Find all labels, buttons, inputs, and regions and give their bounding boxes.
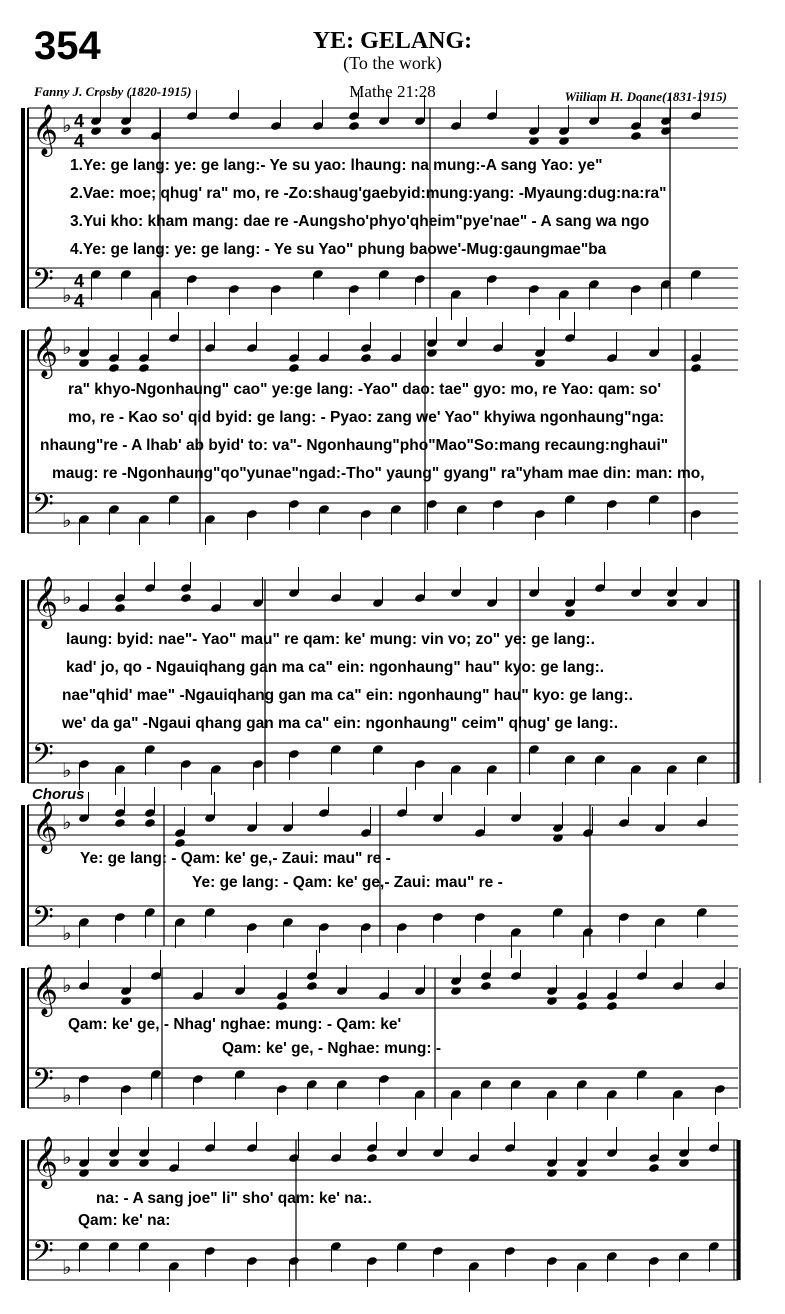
flat-icon: ♭ [62,758,72,782]
notehead [576,1001,588,1011]
time-signature-top: 4 [74,111,85,131]
notehead [78,358,90,368]
lyric-line: Ye: ge lang: - Qam: ke' ge,- Zaui: mau" re - [192,874,503,891]
notehead [276,1001,288,1011]
lyric-line: na: - A sang joe" li" sho' qam: ke' na:. [96,1190,372,1207]
hymn-subtitle: (To the work) [343,53,442,73]
flat-icon: ♭ [62,335,72,359]
lyric-line: 4.Ye: ge lang: ye: ge lang: - Ye su Yao" phung baowe'-Mug:gaungmae"ba [70,241,607,258]
treble-clef-icon: 𝄞 [32,104,59,155]
treble-clef-icon: 𝄞 [32,801,59,852]
notehead [108,363,120,373]
composer-credit: Wiiliam H. Doane(1831-1915) [564,89,727,104]
treble-clef-icon: 𝄞 [32,1136,59,1187]
notehead [348,121,360,131]
flat-icon: ♭ [62,1255,72,1279]
notehead [78,1168,90,1178]
scripture-reference: Mathe 21:28 [349,82,436,101]
notehead [120,126,132,136]
notehead [360,353,372,363]
notehead [174,838,186,848]
notehead [480,981,492,991]
notehead [180,593,192,603]
notehead [288,363,300,373]
notehead [690,363,702,373]
notehead [138,1158,150,1168]
time-signature-bottom: 4 [74,131,85,151]
notehead [552,833,564,843]
flat-icon: ♭ [62,973,72,997]
lyric-line: Ye: ge lang: - Qam: ke' ge,- Zaui: mau" re - [80,850,391,867]
notehead [114,818,126,828]
notehead [666,598,678,608]
flat-icon: ♭ [62,810,72,834]
lyric-line: kad' jo, qo - Ngauiqhang gan ma ca" ein: ngonhaung" hau" kyo: ge lang:. [66,659,605,676]
time-signature-bottom: 4 [74,291,85,311]
lyric-line: Qam: ke' ge, - Nghae: mung: - [222,1040,441,1057]
treble-clef-icon: 𝄞 [32,326,59,377]
notehead [426,348,438,358]
chorus-label: Chorus [32,786,85,803]
hymn-number: 354 [34,24,101,68]
treble-clef-icon: 𝄞 [32,576,59,627]
lyric-line: 1.Ye: ge lang: ye: ge lang:- Ye su yao: lhaung: na mung:-A sang Yao: ye" [70,157,603,174]
lyric-line: ra" khyo-Ngonhaung" cao" ye:ge lang: -Yao" dao: tae" gyo: mo, re Yao: qam: so' [68,381,662,398]
notehead [576,1168,588,1178]
notehead [564,608,576,618]
notehead [120,996,132,1006]
author-credit: Fanny J. Crosby (1820-1915) [34,84,192,99]
notehead [528,136,540,146]
bass-clef-icon: 𝄢 [32,488,54,528]
notehead [450,986,462,996]
flat-icon: ♭ [62,283,72,307]
flat-icon: ♭ [62,1083,72,1107]
lyric-line: 3.Yui kho: kham mang: dae re -Aungsho'phyo'qheim"pye'nae" - A sang wa ngo [70,213,650,230]
notehead [648,1163,660,1173]
bass-clef-icon: 𝄢 [32,1063,54,1103]
bass-clef-icon: 𝄢 [32,901,54,941]
notehead [558,136,570,146]
lyric-line: Qam: ke' ge, - Nhag' nghae: mung: - Qam: ke' [68,1016,402,1033]
bass-clef-icon: 𝄢 [32,738,54,778]
notehead [90,126,102,136]
lyric-line: we' da ga" -Ngaui qhang gan ma ca" ein: ngonhaung" ceim" qhug' ge lang:. [62,715,619,732]
notehead [534,358,546,368]
flat-icon: ♭ [62,113,72,137]
notehead [144,818,156,828]
lyric-line: mo, re - Kao so' qid byid: ge lang: - Pyao: zang we' Yao" khyiwa ngonhaung"nga: [68,409,665,426]
notehead [114,603,126,613]
flat-icon: ♭ [62,921,72,945]
lyric-line: laung: byid: nae"- Yao" mau" re qam: ke' mung: vin vo; zo" ye: ge lang:. [66,631,595,648]
notehead [546,996,558,1006]
flat-icon: ♭ [62,1145,72,1169]
lyric-line: nhaung"re - A lhab' ab byid' to: va"- Ngonhaung"pho"Mao"So:mang recaung:nghaui" [40,437,669,454]
lyric-line: Qam: ke' na: [78,1212,171,1229]
notehead [546,1168,558,1178]
treble-clef-icon: 𝄞 [32,964,59,1015]
bass-clef-icon: 𝄢 [32,1235,54,1275]
lyric-line: nae"qhid' mae" -Ngauiqhang gan ma ca" ein: ngonhaung" hau" kyo: ge lang:. [62,687,633,704]
hymn-title: YE: GELANG: [312,28,473,54]
bass-clef-icon: 𝄢 [32,263,54,303]
notehead [366,1153,378,1163]
lyric-line: 2.Vae: moe; qhug' ra" mo, re -Zo:shaug'gaebyid:mung:yang: -Myaung:dug:na:ra" [70,185,667,202]
notehead [138,363,150,373]
notehead [108,1158,120,1168]
flat-icon: ♭ [62,585,72,609]
notehead [678,1158,690,1168]
notehead [306,981,318,991]
notehead [630,131,642,141]
flat-icon: ♭ [62,508,72,532]
notehead [606,1001,618,1011]
time-signature-top: 4 [74,271,85,291]
lyric-line: maug: re -Ngonhaung"qo"yunae"ngad:-Tho" yaung" gyang" ra"yham mae din: man: mo, [52,465,705,482]
